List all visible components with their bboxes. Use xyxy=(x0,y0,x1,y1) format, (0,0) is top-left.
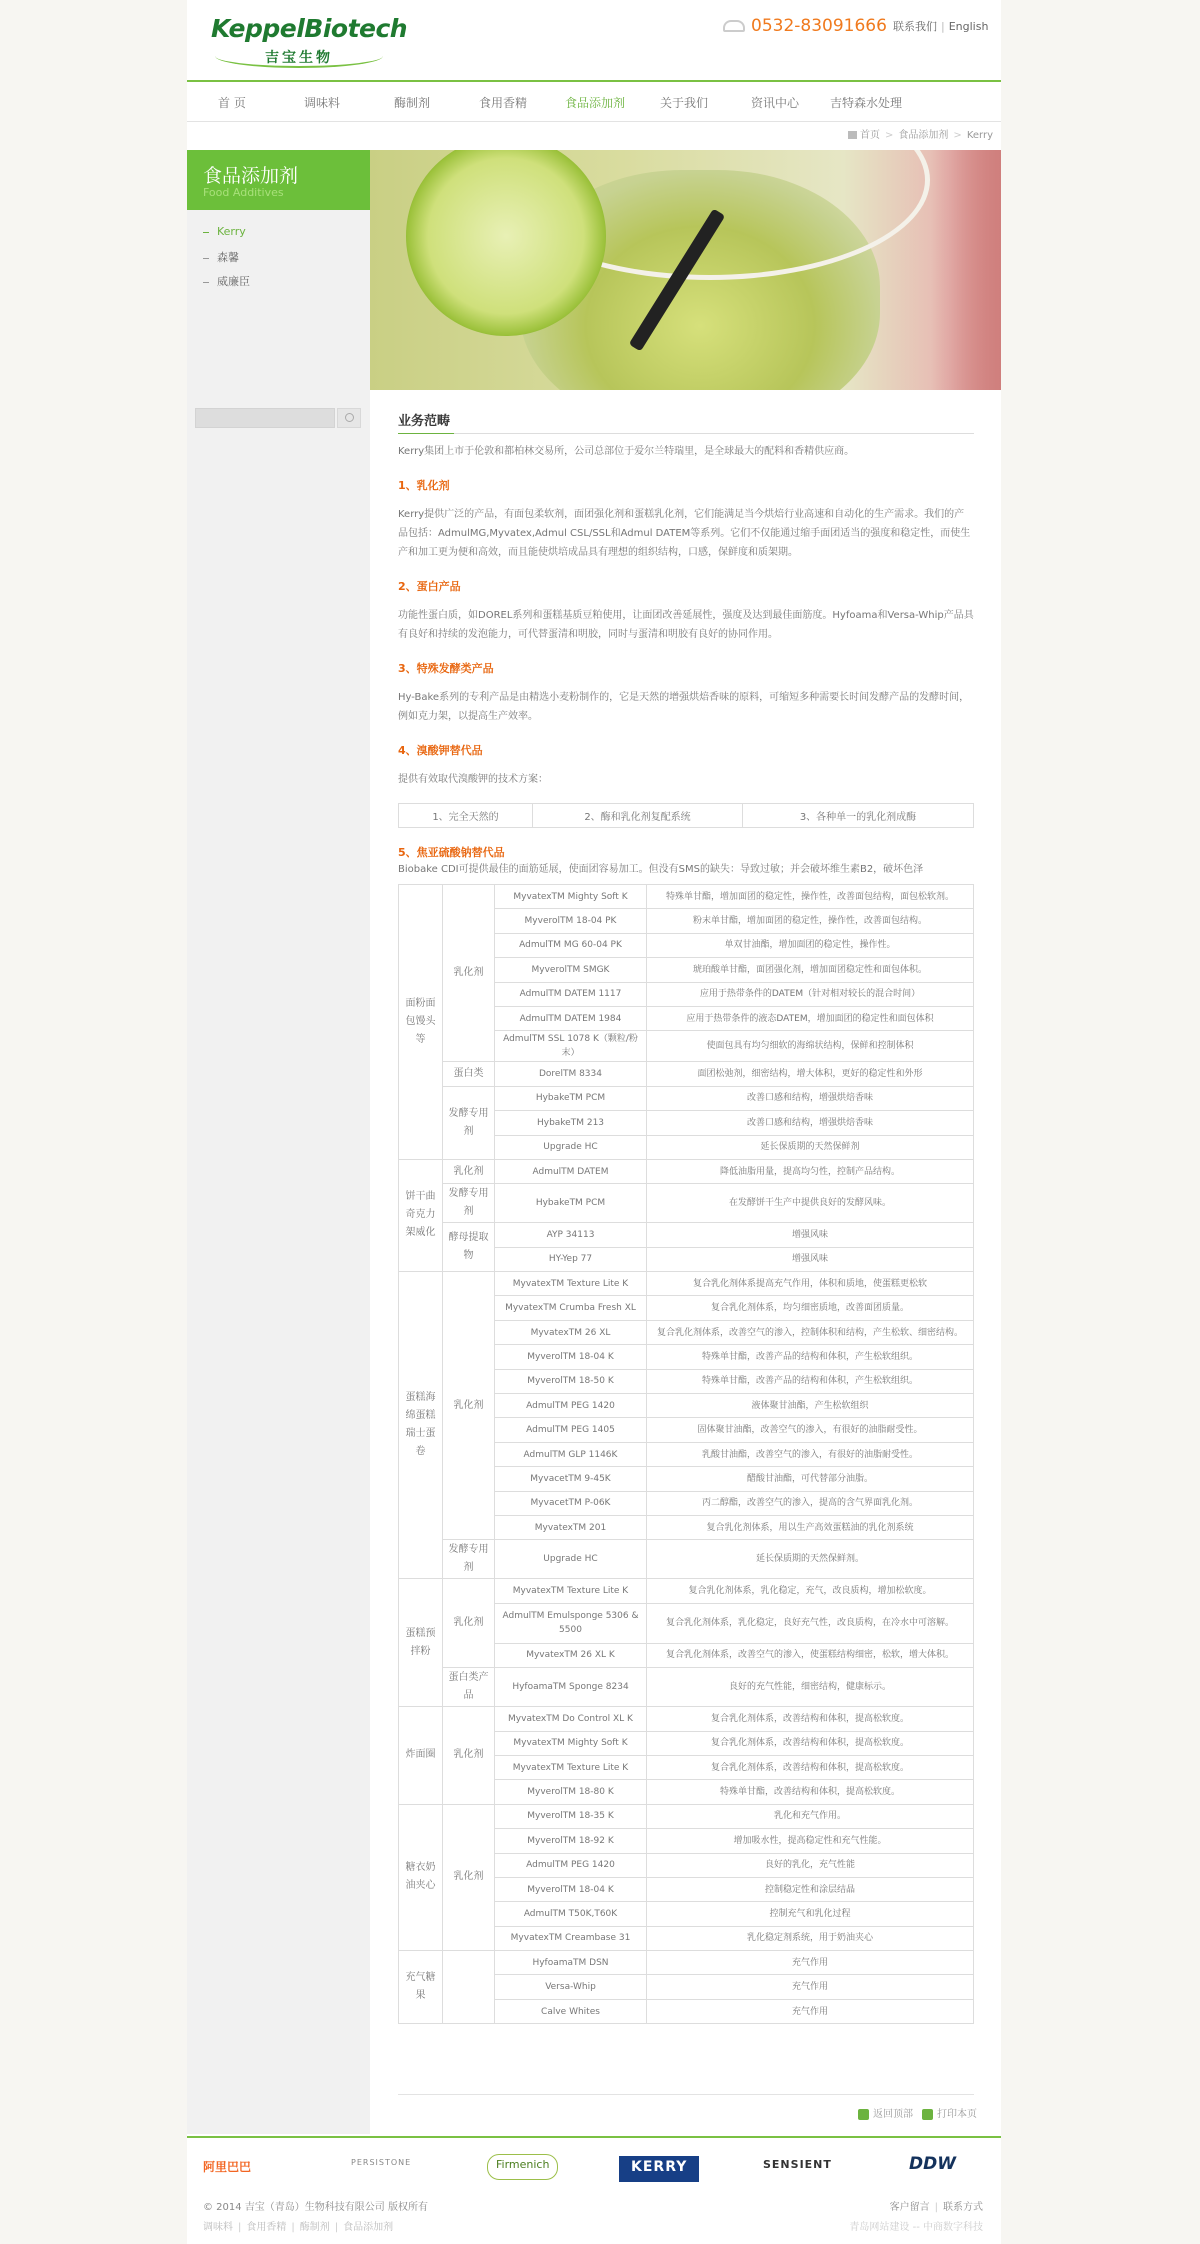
nav-item-flavor[interactable]: 食用香精 xyxy=(479,96,528,110)
table-product-name: AdmulTM DATEM 1117 xyxy=(495,982,647,1006)
table-product-desc: 琥珀酸单甘酯，面团强化剂，增加面团稳定性和面包体积。 xyxy=(647,958,974,982)
table-product-name: MyvatexTM 201 xyxy=(495,1515,647,1539)
table-subcategory: 蛋白类 xyxy=(443,1062,495,1086)
table-row xyxy=(399,1668,974,1707)
table-product-name: MyverolTM 18-80 K xyxy=(495,1780,647,1804)
section-text: Biobake CDI可提供最佳的面筋延展，使面团容易加工。但没有SMS的缺失：导致过敏；并会破坏维生素B2，破坏色泽 xyxy=(398,864,924,875)
table-product-name: DorelTM 8334 xyxy=(495,1062,647,1086)
table-product-desc: 复合乳化剂体系提高充气作用，体积和质地，使蛋糕更松软 xyxy=(647,1272,974,1296)
phone-icon xyxy=(723,20,745,32)
copyright: © 2014 吉宝（青岛）生物科技有限公司 版权所有 xyxy=(203,2202,428,2213)
logo-chinese: 吉宝生物 xyxy=(265,50,333,66)
section-heading: 4、溴酸钾替代品 xyxy=(398,744,483,757)
table-product-name: AdmulTM Emulsponge 5306 & 5500 xyxy=(495,1603,647,1643)
table-product-name: Versa-Whip xyxy=(495,1975,647,1999)
search-icon xyxy=(345,413,354,422)
printer-icon xyxy=(922,2109,933,2120)
table-product-desc: 控制充气和乳化过程 xyxy=(647,1902,974,1926)
table-product-name: AdmulTM SSL 1078 K（颗粒/粉末） xyxy=(495,1031,647,1062)
table-subcategory: 乳化剂 xyxy=(443,1579,495,1668)
footer-tag[interactable]: 调味料 xyxy=(203,2222,233,2233)
table-product-name: Upgrade HC xyxy=(495,1540,647,1579)
breadcrumb-current: Kerry xyxy=(966,130,993,141)
section-heading: 2、蛋白产品 xyxy=(398,580,461,593)
partner-logo-persistone[interactable]: PERSISTONE xyxy=(351,2158,412,2167)
table-product-desc: 良好的充气性能，细密结构，健康标示。 xyxy=(647,1668,974,1707)
nav-item-about[interactable]: 关于我们 xyxy=(660,96,709,110)
nav-item-enzyme[interactable]: 酶制剂 xyxy=(394,96,431,110)
search-input[interactable] xyxy=(195,408,335,428)
footer-links: 客户留言 | 联系方式 xyxy=(889,2202,983,2213)
sidebar-header xyxy=(187,150,370,210)
nav-item-home[interactable]: 首 页 xyxy=(218,96,246,110)
table-product-name: MyverolTM 18-35 K xyxy=(495,1804,647,1828)
table-subcategory: 发酵专用剂 xyxy=(443,1184,495,1223)
table-product-desc: 乳酸甘油酯，改善空气的渗入，有很好的油脂耐受性。 xyxy=(647,1442,974,1466)
main-content xyxy=(398,410,974,2024)
table-product-name: HybakeTM PCM xyxy=(495,1184,647,1223)
sidebar-item-williamson[interactable] xyxy=(203,273,250,289)
nav-item-news[interactable]: 资讯中心 xyxy=(751,96,800,110)
table-product-desc: 特殊单甘酯，改善产品的结构和体积，产生松软组织。 xyxy=(647,1369,974,1393)
partner-logos xyxy=(187,2150,1001,2190)
table-category: 糖衣奶油夹心 xyxy=(399,1804,443,1950)
header xyxy=(187,0,1001,82)
site-credit[interactable]: 青岛网站建设 -- 中商数字科技 xyxy=(849,2222,983,2233)
contact-link[interactable]: 联系方式 xyxy=(943,2202,983,2213)
table-product-desc: 醋酸甘油酯，可代替部分油脂。 xyxy=(647,1467,974,1491)
table-product-desc: 复合乳化剂体系，改善空气的渗入，控制体积和结构，产生松软、细密结构。 xyxy=(647,1320,974,1344)
table-product-desc: 应用于热带条件的DATEM（针对相对较长的混合时间） xyxy=(647,982,974,1006)
sidebar-menu xyxy=(187,210,370,390)
table-row xyxy=(399,1804,974,1828)
section-heading: 3、特殊发酵类产品 xyxy=(398,662,494,675)
top-links: 联系我们 | English xyxy=(893,20,989,33)
table-product-desc: 增强风味 xyxy=(647,1223,974,1247)
table-product-name: MyvatexTM Creambase 31 xyxy=(495,1926,647,1950)
table-product-desc: 复合乳化剂体系，均匀细密质地，改善面团质量。 xyxy=(647,1296,974,1320)
table-product-name: AdmulTM GLP 1146K xyxy=(495,1442,647,1466)
table-product-name: MyvatexTM Texture Lite K xyxy=(495,1755,647,1779)
search-button[interactable] xyxy=(337,408,361,428)
table-subcategory: 乳化剂 xyxy=(443,1804,495,1950)
table-product-desc: 单双甘油酯，增加面团的稳定性，操作性。 xyxy=(647,933,974,957)
contact-link[interactable]: 联系我们 xyxy=(893,20,937,33)
print-link[interactable]: 打印本页 xyxy=(922,2105,977,2120)
table-product-desc: 充气作用 xyxy=(647,1999,974,2023)
table-product-desc: 充气作用 xyxy=(647,1975,974,1999)
section-text: 功能性蛋白质，如DOREL系列和蛋糕基质豆粕使用，让面团改善延展性，强度及达到最佳面筋度。Hyfoama和Versa-Whip产品具有良好和持续的发泡能力，可代替蛋清和明胶，同时与蛋清和明胶有良好的协同作用。 xyxy=(398,610,974,640)
page-wrapper xyxy=(187,0,1001,2244)
table-product-desc: 乳化和充气作用。 xyxy=(647,1804,974,1828)
sidebar-item-label: 森馨 xyxy=(217,251,239,264)
product-table xyxy=(398,884,974,2024)
table-category: 炸面圈 xyxy=(399,1707,443,1805)
home-icon xyxy=(858,2109,869,2120)
table-product-name: MyvatexTM Texture Lite K xyxy=(495,1579,647,1603)
table-product-name: MyvatexTM Mighty Soft K xyxy=(495,1731,647,1755)
table-product-name: AdmulTM PEG 1420 xyxy=(495,1394,647,1418)
table-product-desc: 改善口感和结构，增强烘焙香味 xyxy=(647,1086,974,1110)
breadcrumb-home[interactable]: 首页 xyxy=(860,130,881,141)
nav-item-food-additives[interactable]: 食品添加剂 xyxy=(565,96,626,110)
table-category: 蛋糕海绵蛋糕瑞士蛋卷 xyxy=(399,1272,443,1579)
breadcrumb: 首页 > 食品添加剂 > Kerry xyxy=(848,126,993,141)
table-product-name: AdmulTM PEG 1405 xyxy=(495,1418,647,1442)
table-product-name: HybakeTM PCM xyxy=(495,1086,647,1110)
table-product-desc: 充气作用 xyxy=(647,1951,974,1975)
table-product-name: MyverolTM 18-50 K xyxy=(495,1369,647,1393)
table-product-desc: 乳化稳定剂系统，用于奶油夹心 xyxy=(647,1926,974,1950)
banner-image xyxy=(370,150,1001,390)
section-heading: 5、焦亚硫酸钠替代品 xyxy=(398,846,505,859)
table-row xyxy=(399,1540,974,1579)
footer-tags: 调味料 | 食用香精 | 酶制剂 | 食品添加剂 xyxy=(203,2222,394,2233)
table-category: 饼干曲奇克力架威化 xyxy=(399,1159,443,1271)
table-product-name: AdmulTM PEG 1420 xyxy=(495,1853,647,1877)
sidebar-subtitle: Food Additives xyxy=(203,186,284,199)
footer-tag[interactable]: 食用香精 xyxy=(246,2222,287,2233)
table-row xyxy=(399,1062,974,1086)
table-subcategory: 乳化剂 xyxy=(443,1159,495,1183)
hotline xyxy=(723,16,887,36)
logo-text: KeppelBiotech xyxy=(211,14,408,43)
table-product-name: Upgrade HC xyxy=(495,1135,647,1159)
sidebar-search-area xyxy=(187,390,370,2134)
footer-tag[interactable]: 食品添加剂 xyxy=(343,2222,394,2233)
table-row xyxy=(399,1086,974,1110)
logo[interactable] xyxy=(211,14,408,66)
table-subcategory: 乳化剂 xyxy=(443,885,495,1062)
table-product-desc: 复合乳化剂体系，改善结构和体积，提高松软度。 xyxy=(647,1755,974,1779)
section-heading: 1、乳化剂 xyxy=(398,479,450,492)
table-row xyxy=(399,1579,974,1603)
table-category: 面粉面包馒头等 xyxy=(399,885,443,1160)
table-product-name: HyfoamaTM Sponge 8234 xyxy=(495,1668,647,1707)
table-row xyxy=(399,1951,974,1975)
table-product-desc: 粉末单甘酯，增加面团的稳定性，操作性，改善面包结构。 xyxy=(647,909,974,933)
table-product-name: AdmulTM T50K,T60K xyxy=(495,1902,647,1926)
section-text: Kerry提供广泛的产品，有面包柔软剂，面团强化剂和蛋糕乳化剂，它们能满足当今烘焙行业高速和自动化的生产需求。我们的产品包括：AdmulMG,Myvatex,Admul CSL/SSL和Admul DATEM等系列。它们不仅能通过缩手面团适当的强度和稳定性，而使生产和加工更为便和高效，而且能使烘培成品具有理想的组织结构，口感，保鲜度和质架期。 xyxy=(398,509,971,558)
nav-item-seasoning[interactable]: 调味料 xyxy=(304,96,341,110)
partner-logo-ddw[interactable]: DDW xyxy=(909,2154,956,2174)
table-product-name: HyfoamaTM DSN xyxy=(495,1951,647,1975)
footer-tag[interactable]: 酶制剂 xyxy=(299,2222,330,2233)
home-icon xyxy=(848,131,857,139)
sidebar-item-kerry[interactable] xyxy=(203,225,246,238)
table-row xyxy=(399,1223,974,1247)
table-product-name: MyverolTM SMGK xyxy=(495,958,647,982)
table-product-name: AYP 34113 xyxy=(495,1223,647,1247)
table-product-name: HY-Yep 77 xyxy=(495,1247,647,1271)
option-cell: 3、各种单一的乳化剂成酶 xyxy=(743,804,974,828)
english-link[interactable]: English xyxy=(948,20,989,33)
table-row xyxy=(399,1184,974,1223)
table-product-desc: 面团松弛剂，细密结构，增大体积，更好的稳定性和外形 xyxy=(647,1062,974,1086)
table-product-name: AdmulTM DATEM 1984 xyxy=(495,1006,647,1030)
table-product-desc: 应用于热带条件的液态DATEM，增加面团的稳定性和面包体积 xyxy=(647,1006,974,1030)
table-subcategory: 酵母提取物 xyxy=(443,1223,495,1272)
table-product-desc: 延长保质期的天然保鲜剂。 xyxy=(647,1540,974,1579)
footer xyxy=(187,2136,1001,2244)
intro-text: Kerry集团上市于伦敦和都柏林交易所，公司总部位于爱尔兰特瑞里，是全球最大的配料和香精供应商。 xyxy=(398,446,855,457)
sidebar-item-sensient[interactable] xyxy=(203,249,239,265)
table-product-desc: 在发酵饼干生产中提供良好的发酵风味。 xyxy=(647,1184,974,1223)
table-product-name: AdmulTM DATEM xyxy=(495,1159,647,1183)
table-product-desc: 复合乳化剂体系，改善结构和体积，提高松软度。 xyxy=(647,1731,974,1755)
table-product-name: MyvatexTM Texture Lite K xyxy=(495,1272,647,1296)
table-product-desc: 增强风味 xyxy=(647,1247,974,1271)
table-subcategory: 蛋白类产品 xyxy=(443,1668,495,1707)
table-product-name: MyvacetTM 9-45K xyxy=(495,1467,647,1491)
table-product-name: AdmulTM MG 60-04 PK xyxy=(495,933,647,957)
table-product-desc: 复合乳化剂体系，改善结构和体积，提高松软度。 xyxy=(647,1707,974,1731)
sidebar-item-label: Kerry xyxy=(217,225,246,238)
phone-number: 0532-83091666 xyxy=(751,16,887,36)
table-product-name: MyvatexTM Do Control XL K xyxy=(495,1707,647,1731)
table-product-desc: 使面包具有均匀细软的海绵状结构，保鲜和控制体积 xyxy=(647,1031,974,1062)
table-product-desc: 复合乳化剂体系，用以生产高效蛋糕油的乳化剂系统 xyxy=(647,1515,974,1539)
table-product-desc: 特殊单甘酯，改善产品的结构和体积，产生松软组织。 xyxy=(647,1345,974,1369)
page-title: 业务范畴 xyxy=(398,410,974,434)
partner-logo-sensient[interactable]: SENSIENT xyxy=(763,2158,832,2171)
table-product-desc: 复合乳化剂体系，改善空气的渗入，使蛋糕结构细密，松软，增大体积。 xyxy=(647,1643,974,1667)
table-product-desc: 丙二醇酯，改善空气的渗入，提高的含气界面乳化剂。 xyxy=(647,1491,974,1515)
partner-logo-kerry[interactable]: KERRY xyxy=(619,2156,699,2182)
table-product-name: HybakeTM 213 xyxy=(495,1111,647,1135)
table-row xyxy=(399,1159,974,1183)
table-product-name: Calve Whites xyxy=(495,1999,647,2023)
nav-item-water[interactable]: 吉特森水处理 xyxy=(830,96,903,110)
main-nav xyxy=(187,82,1001,122)
option-cell: 1、完全天然的 xyxy=(399,804,533,828)
table-product-name: MyverolTM 18-04 K xyxy=(495,1345,647,1369)
table-product-desc: 改善口感和结构，增强烘焙香味 xyxy=(647,1111,974,1135)
table-product-name: MyvatexTM Mighty Soft K xyxy=(495,885,647,909)
table-category: 蛋糕预拌粉 xyxy=(399,1579,443,1707)
table-product-desc: 控制稳定性和涂层结晶 xyxy=(647,1877,974,1901)
table-product-name: MyverolTM 18-04 PK xyxy=(495,909,647,933)
table-product-desc: 降低油脂用量，提高均匀性，控制产品结构。 xyxy=(647,1159,974,1183)
table-product-desc: 液体聚甘油酯，产生松软组织 xyxy=(647,1394,974,1418)
table-subcategory: 发酵专用剂 xyxy=(443,1086,495,1159)
table-product-desc: 特殊单甘酯，改善结构和体积，提高松软度。 xyxy=(647,1780,974,1804)
option-cell: 2、酶和乳化剂复配系统 xyxy=(533,804,743,828)
table-category: 充气糖果 xyxy=(399,1951,443,2024)
table-product-desc: 延长保质期的天然保鲜剂 xyxy=(647,1135,974,1159)
table-product-name: MyvatexTM Crumba Fresh XL xyxy=(495,1296,647,1320)
table-product-desc: 增加吸水性，提高稳定性和充气性能。 xyxy=(647,1829,974,1853)
table-product-name: MyverolTM 18-04 K xyxy=(495,1877,647,1901)
page-tools xyxy=(398,2094,977,2124)
table-product-desc: 良好的乳化，充气性能 xyxy=(647,1853,974,1877)
sidebar-title: 食品添加剂 xyxy=(203,165,299,187)
table-row xyxy=(399,1707,974,1731)
table-subcategory: 发酵专用剂 xyxy=(443,1540,495,1579)
back-to-top-link[interactable]: 返回顶部 xyxy=(858,2105,913,2120)
table-product-desc: 固体聚甘油酯，改善空气的渗入，有很好的油脂耐受性。 xyxy=(647,1418,974,1442)
table-row xyxy=(399,1272,974,1296)
partner-logo-alibaba[interactable]: 阿里巴巴 xyxy=(203,2160,252,2174)
table-product-desc: 复合乳化剂体系，乳化稳定，良好充气性，改良质构，在冷水中可溶解。 xyxy=(647,1603,974,1643)
table-product-name: MyvatexTM 26 XL K xyxy=(495,1643,647,1667)
table-row xyxy=(399,885,974,909)
sidebar-item-label: 威廉臣 xyxy=(217,275,250,288)
section-text: Hy-Bake系列的专利产品是由精选小麦粉制作的，它是天然的增强烘焙香味的原料，可缩短多种需要长时间发酵产品的发酵时间，例如克力架，以提高生产效率。 xyxy=(398,692,970,722)
section-text: 提供有效取代溴酸钾的技术方案： xyxy=(398,774,548,785)
table-product-name: MyvacetTM P-06K xyxy=(495,1491,647,1515)
table-product-name: MyverolTM 18-92 K xyxy=(495,1829,647,1853)
table-subcategory: 乳化剂 xyxy=(443,1707,495,1805)
table-product-desc: 复合乳化剂体系，乳化稳定，充气，改良质构，增加松软度。 xyxy=(647,1579,974,1603)
table-product-desc: 特殊单甘酯，增加面团的稳定性，操作性，改善面包结构，面包松软剂。 xyxy=(647,885,974,909)
partner-logo-firmenich[interactable]: Firmenich xyxy=(487,2154,558,2180)
table-subcategory xyxy=(443,1951,495,2024)
table-subcategory: 乳化剂 xyxy=(443,1272,495,1540)
options-table xyxy=(398,803,974,828)
table-product-name: MyvatexTM 26 XL xyxy=(495,1320,647,1344)
breadcrumb-category[interactable]: 食品添加剂 xyxy=(898,130,949,141)
feedback-link[interactable]: 客户留言 xyxy=(889,2202,930,2213)
